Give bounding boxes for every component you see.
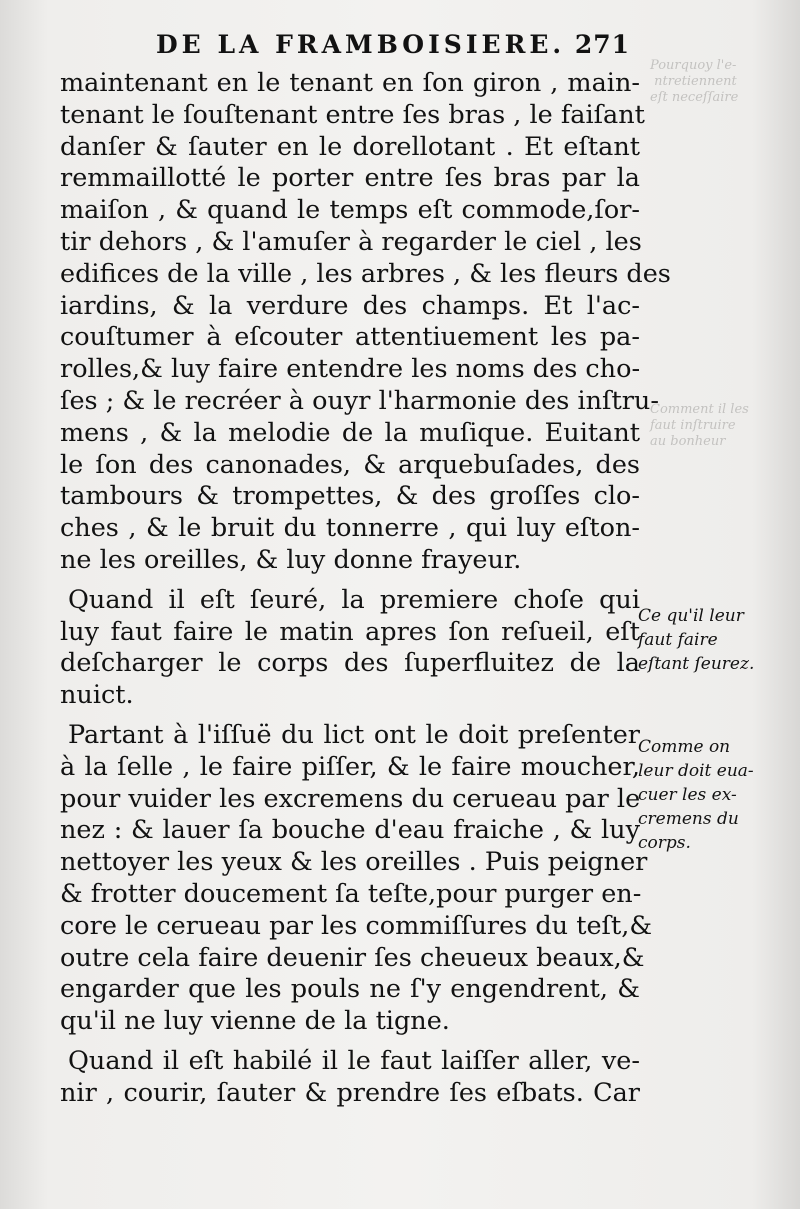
text-line: ſes ; & le recréer à ouyr l'harmonie des inſtru-: [60, 385, 659, 416]
text-line: iardins, & la verdure des champs. Et l'ac-: [60, 290, 640, 321]
text-line: danſer & ſauter en le dorellotant . Et eſtant: [60, 131, 640, 162]
margin-note-line: eſtant ſeurez.: [638, 654, 755, 674]
text-line: nez : & lauer ſa bouche d'eau fraiche , & luy: [60, 815, 640, 846]
text-line: luy faut faire le matin apres ſon reſueil, eſt: [60, 616, 640, 647]
margin-note-line: cremens du: [638, 809, 739, 829]
text-line: le ſon des canonades, & arquebuſades, des: [60, 449, 640, 480]
page-header: [130, 30, 630, 64]
text-line: tir dehors , & l'amuſer à regarder le ciel , les: [60, 226, 642, 257]
text-line: remmaillotté le porter entre ſes bras par la: [60, 163, 640, 194]
margin-note-line: Comme on: [638, 737, 731, 757]
body-text: [60, 68, 671, 1110]
margin-note: [638, 604, 798, 676]
show-through-decoration: Comment il les faut inſtruire au bonheur: [650, 402, 749, 449]
paragraph: [60, 585, 640, 712]
text-line: edifices de la ville , les arbres , & les fleurs des: [60, 258, 671, 289]
text-line: engarder que les pouls ne ſ'y engendrent, &: [60, 974, 640, 1005]
text-line: pour vuider les excremens du cerueau par le: [60, 783, 641, 814]
margin-note-line: Ce qu'il leur: [638, 606, 744, 626]
text-line: ches , & le bruit du tonnerre , qui luy eſton-: [60, 513, 640, 544]
margin-note-line: cuer les ex-: [638, 785, 737, 805]
text-line: tambours & trompettes, & des groſſes clo-: [60, 481, 640, 512]
text-line: mens , & la melodie de la muſique. Euitant: [60, 417, 640, 448]
running-head: DE LA FRAMBOISIERE.: [156, 30, 566, 59]
text-line: maiſon , & quand le temps eſt commode,ſor-: [60, 195, 640, 226]
text-line: qu'il ne luy vienne de la tigne.: [60, 1006, 450, 1037]
text-line: ne les oreilles, & luy donne frayeur.: [60, 544, 522, 575]
text-line: outre cela faire deuenir ſes cheueux beaux,&: [60, 942, 645, 973]
text-line: deſcharger le corps des ſuperfluitez de la: [60, 648, 640, 679]
text-line: maintenant en le tenant en ſon giron , main-: [60, 68, 640, 98]
paragraph: [60, 1046, 640, 1110]
text-line: Quand il eſt habilé il le faut laiſſer aller, ve-: [68, 1045, 640, 1076]
text-line: core le cerueau par les commiſſures du teſt,&: [60, 910, 653, 941]
text-line: tenant le ſouſtenant entre ſes bras , le faiſant: [60, 99, 645, 130]
text-line: & frotter doucement ſa teſte,pour purger en-: [60, 878, 642, 909]
margin-note-line: faut faire: [638, 630, 718, 650]
text-line: nuict.: [60, 680, 134, 711]
text-line: couſtumer à eſcouter attentiuement les pa-: [60, 322, 640, 353]
margin-note: [638, 735, 798, 855]
page-number: 271: [574, 30, 630, 59]
text-line: nir , courir, ſauter & prendre ſes eſbats. Car: [60, 1077, 640, 1108]
text-line: à la ſelle , le faire piſſer, & le faire moucher,: [60, 751, 640, 782]
text-line: rolles,& luy faire entendre les noms des cho-: [60, 354, 641, 385]
text-line: nettoyer les yeux & les oreilles . Puis peigner: [60, 847, 648, 878]
show-through-decoration: Pourquoy l'e- ntretiennent eſt neceſſaire: [650, 58, 739, 105]
paragraph: [60, 68, 671, 577]
text-line: Partant à l'iſſuë du lict ont le doit preſenter: [68, 719, 640, 750]
margin-note-line: leur doit eua-: [638, 761, 754, 781]
paragraph: [60, 719, 653, 1038]
text-line: Quand il eſt ſeuré, la premiere choſe qui: [68, 584, 640, 615]
margin-note-line: corps.: [638, 833, 691, 853]
